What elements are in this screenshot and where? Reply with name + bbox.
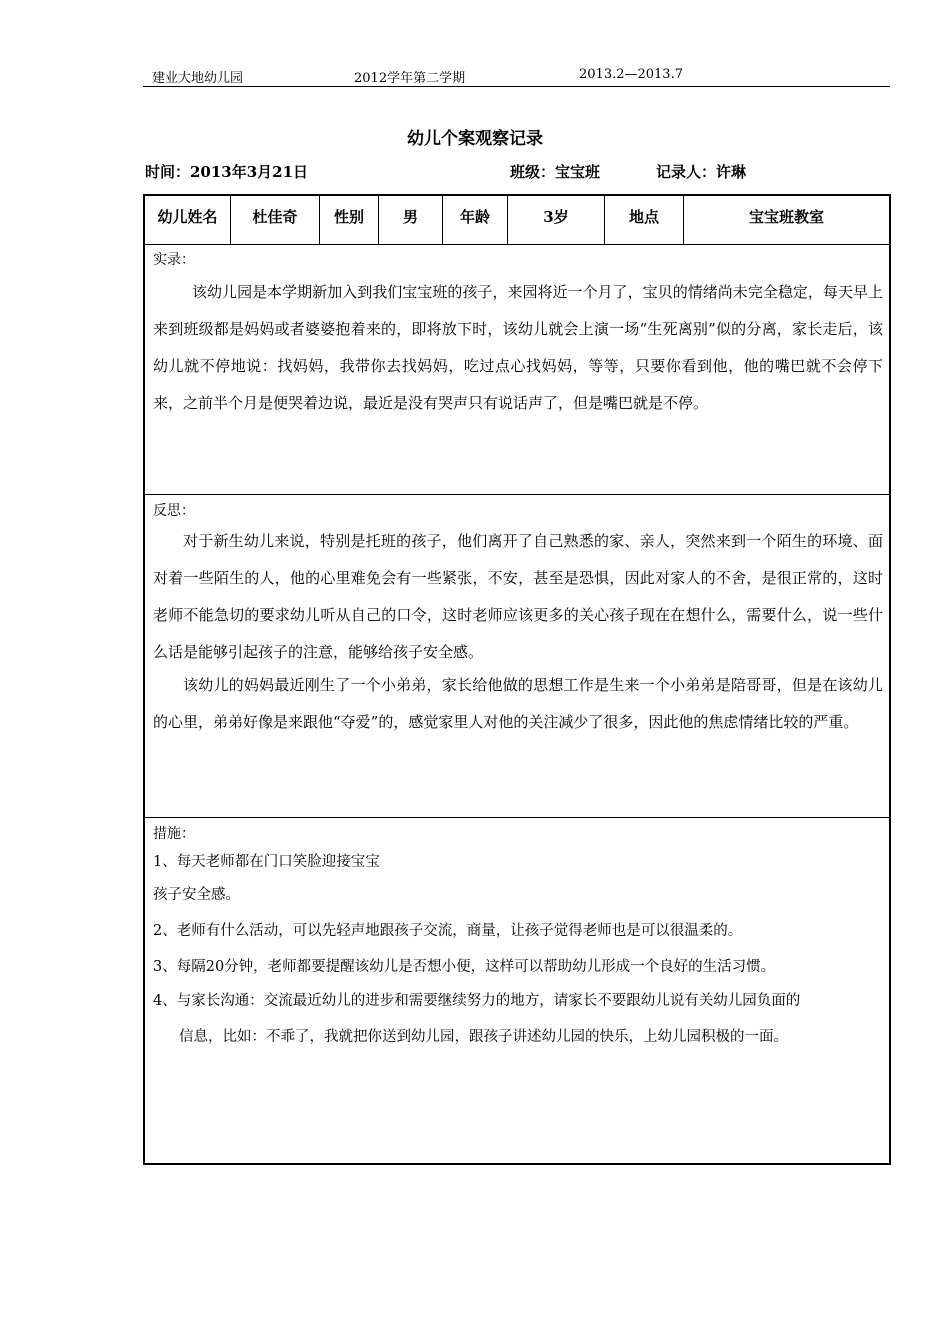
measure-item-4: 4、与家长沟通：交流最近幼儿的进步和需要继续努力的地方，请家长不要跟幼儿说有关幼儿园负面的 (153, 993, 801, 1009)
child-gender: 男 (379, 196, 443, 244)
reflection-label: 反思： (153, 503, 195, 519)
recorder-name: 记录人：许琳 (656, 163, 747, 181)
page-header (143, 64, 890, 87)
class-name: 班级：宝宝班 (510, 163, 601, 181)
record-text: 该幼儿园是本学期新加入到我们宝宝班的孩子，来园将近一个月了，宝贝的情绪尚未完全稳定，每天早上来到班级都是妈妈或者婆婆抱着来的，即将放下时，该幼儿就会上演一场“生死离别”似的分离，家长走后，该幼儿就不停地说：找妈妈，我带你去找妈妈，吃过点心找妈妈，等等，只要你看到他，他的嘴巴就不会停下来，之前半个月是便哭着边说，最近是没有哭声只有说话声了，但是嘴巴就是不停。 (153, 283, 883, 412)
place-value: 宝宝班教室 (748, 208, 824, 226)
observation-table (143, 194, 891, 1165)
date-range: 2013.2—2013.7 (579, 67, 683, 82)
record-label: 实录： (153, 252, 195, 268)
child-name: 杜佳奇 (231, 196, 320, 244)
child-age: 3岁 (508, 196, 605, 244)
measure-item-3: 3、每隔20分钟，老师都要提醒该幼儿是否想小便，这样可以帮助幼儿形成一个良好的生活习惯。 (153, 959, 776, 975)
measure-item-2: 2、老师有什么活动，可以先轻声地跟孩子交流，商量，让孩子觉得老师也是可以很温柔的。 (153, 923, 743, 939)
school-name: 建业大地幼儿园 (152, 71, 244, 86)
reflection-section (145, 494, 889, 817)
measure-item-1: 1、每天老师都在门口笑脸迎接宝宝 (153, 854, 380, 870)
child-info-row (145, 196, 889, 245)
measures-section (145, 817, 889, 1163)
measures-label: 措施： (153, 826, 195, 842)
reflection-paragraph-2: 该幼儿的妈妈最近刚生了一个小弟弟，家长给他做的思想工作是生来一个小弟弟是陪哥哥，但是在该幼儿的心里，弟弟好像是来跟他“夺爱”的，感觉家里人对他的关注减少了很多，因此他的焦虑情绪比较的严重。 (153, 676, 883, 731)
term-label: 2012学年第二学期 (354, 71, 466, 86)
record-section (145, 244, 889, 494)
page-title: 幼儿个案观察记录 (407, 129, 543, 149)
record-date: 时间：2013年3月21日 (145, 163, 309, 181)
measure-item-4-cont: 信息，比如：不乖了，我就把你送到幼儿园，跟孩子讲述幼儿园的快乐，上幼儿园积极的一面。 (179, 1029, 788, 1045)
measure-item-1-cont: 孩子安全感。 (153, 887, 240, 903)
gender-label: 性别 (320, 196, 379, 244)
reflection-paragraph-1: 对于新生幼儿来说，特别是托班的孩子，他们离开了自己熟悉的家、亲人，突然来到一个陌生的环境、面对着一些陌生的人，他的心里难免会有一些紧张，不安，甚至是恐惧，因此对家人的不舍，是很正常的，这时老师不能急切的要求幼儿听从自己的口令，这时老师应该更多的关心孩子现在在想什么，需要什么，说一些什么话是能够引起孩子的注意，能够给孩子安全感。 (153, 532, 883, 661)
age-label: 年龄 (443, 196, 508, 244)
name-label: 幼儿姓名 (145, 196, 231, 244)
place-label: 地点 (605, 196, 684, 244)
